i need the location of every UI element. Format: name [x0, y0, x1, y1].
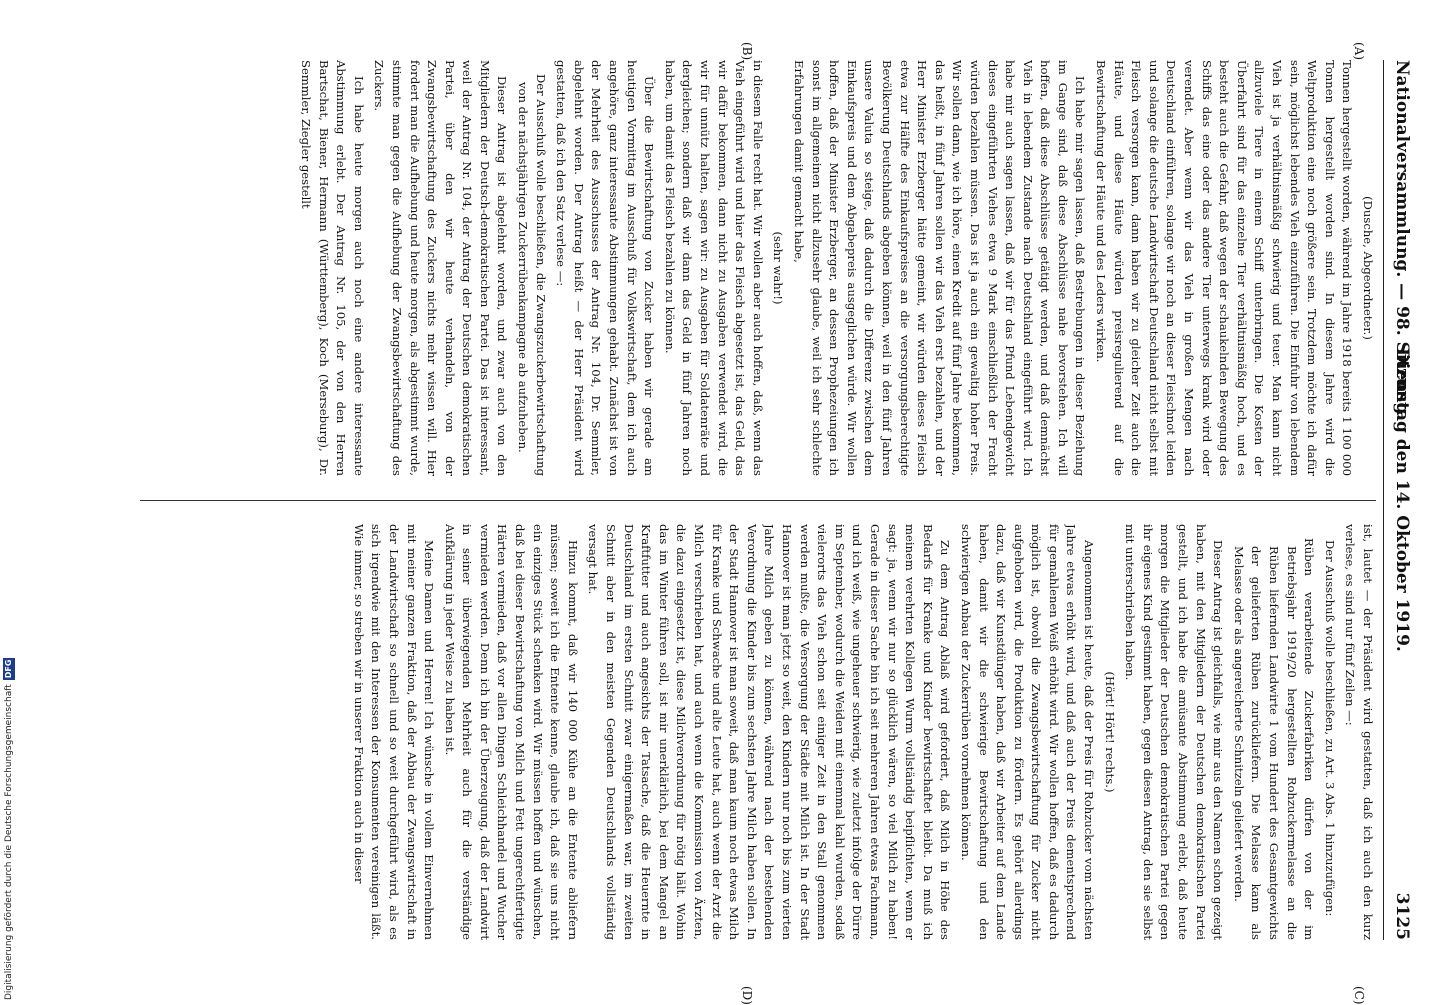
dfg-logo: DFG	[4, 659, 13, 679]
page-header	[1386, 60, 1412, 940]
quoted-motion: Der Ausschuß wolle beschließen, die Zwangszuckerbewirtschaftung von der nächstjährigen Zuckerrübenkampagne ab aufzuheben.	[516, 74, 548, 476]
paragraph: Ich habe heute morgen auch noch eine andere interessante Abstimmung erlebt. Der Antrag Nr. 105, der von den Herren Bartschat, Biener, Hermann (Württemberg), Koch (Merseburg), Dr. Semmler, Ziegler gestellt	[298, 60, 366, 476]
header-left: Nationalversammlung. — 98. Sitzung.	[1392, 60, 1412, 421]
speaker-line: (Dusche, Abgeordneter.)	[1361, 196, 1375, 340]
margin-mark-d: (D)	[740, 986, 754, 1005]
left-column	[140, 60, 1376, 476]
paragraph: ist, lautet — der Präsident wird gestatten, daß ich auch den kurz verlese, es sind nur fünf Zeilen —:	[1343, 524, 1375, 940]
header-rule	[1383, 60, 1384, 940]
digitization-credit	[3, 0, 15, 1000]
paragraph: Angenommen ist heute, daß der Preis für Rohzucker vom nächsten Jahre etwas erhöht wird, und daß auch der Preis dementsprechend für gemahlenen Weiß erhöht wird. Wir wollen hoffen, daß es dadurch möglich ist, obwohl die Zwangsbewirtschaftung für Zucker nicht aufgehoben wird, die Produktion zu fördern. Es gehört allerdings dazu, daß wir Kunstdünger haben, daß wir Arbeiter auf dem Lande haben, damit wir die schwierige Bewirtschaftung und den schwierigen Anbau der Zuckerrüben vornehmen können.	[958, 524, 1097, 940]
column-divider	[140, 500, 1376, 501]
paragraph: Der Ausschuß wolle beschließen, zu Art. 3 Abs. 1 hinzuzufügen:	[1322, 540, 1337, 917]
paragraph: Dieser Antrag ist gleichfalls, wie mir aus den Namen schon gezeigt haben, mit den Mitgliedern der Deutschen demokratischen Partei gestellt, und ich habe die amüsante Abstimmung erlebt, daß heute morgen die Mitglieder der Deutschen demokratischen Partei gegen ihr eigenes Kind gestimmt haben, gegen diesen Antrag, den sie selbst mit unterschrieben haben.	[1123, 524, 1226, 940]
paragraph: in diesem Falle recht hat. Wir wollen aber auch hoffen, daß, wenn das Vieh eingeführt wird und hier das Fleisch abgesetzt ist, das Geld, das wir dafür bekommen, dann nicht zu Ausgaben verwendet wird, die wir für unnütz halten, sagen wir: zu Ausgaben für Soldatenräte und dergleichen; sondern daß wir dann das Geld in fünf Jahren noch haben, um damit das Fleisch bezahlen zu können.	[662, 60, 765, 476]
paragraph: Tonnen hergestellt worden, während im Jahre 1918 bereits 1 100 000 Tonnen hergestellt worden sind. In diesem Jahre wird die Weltproduktion eine noch größere sein. Trotzdem möchte ich dafür sein, möglichst lebendes Vieh einzuführen. Die Einfuhr von lebendem Vieh ist ja verhältnismäßig schwierig und teuer. Man kann nicht allzuviele Tiere in einem Schiff unterbringen. Die Kosten der Überfahrt sind für das einzelne Tier verhältnismäßig hoch, und es besteht auch die Gefahr, daß wegen der schaukelnden Bewegung des Schiffs das eine oder das andere Tier unterwegs krank wird oder verendet. Aber wenn wir das Vieh in großen Mengen nach Deutschland einführen, solange wir noch an dieser Fleischnot leiden und solange die deutsche Landwirtschaft Deutschland nicht selbst mit Fleisch versorgen kann, dann haben wir zu gleicher Zeit auch die Häute, und diese Häute würden preisregulierend auf die Bewirtschaftung der Häute und des Leders wirken.	[1094, 60, 1355, 476]
page-number: 3125	[1392, 892, 1412, 940]
margin-mark-c: (C)	[1352, 986, 1366, 1005]
header-date: Dienstag den 14. Oktober 1919.	[1392, 348, 1412, 652]
interjection: (Hört! Hört! rechts.)	[1102, 671, 1117, 793]
margin-mark-a: (A)	[1352, 42, 1366, 61]
paragraph: Meine Damen und Herren! Ich wünsche in vollem Einvernehmen mit meiner ganzen Fraktion, daß der Abbau der Zwangswirtschaft in der Landwirtschaft so schnell und so weit durchgeführt wird, als es sich irgendwie mit den Interessen der Konsumenten vereinigen läßt. Wie immer, so streben wir in unserer Fraktion auch in dieser	[351, 524, 437, 940]
paragraph: Über die Bewirtschaftung von Zucker haben wir gerade am heutigen Vormittag im Ausschuß für Volkswirtschaft, dem ich auch angehöre, ganz interessante Abstimmungen gehabt. Zunächst ist von der Mehrheit des Ausschusses der Antrag Nr. 104, Dr. Semmler, abgelehnt worden. Der Antrag heißt — der Herr Präsident wird gestatten, daß ich den Satz verlese —:	[554, 60, 657, 476]
right-column	[140, 524, 1376, 940]
paragraph: Ich habe mir sagen lassen, daß Bestrebungen in dieser Beziehung im Gange sind, daß diese Abschlüsse nahe bevorstehen. Ich will hoffen, daß diese Abschlüsse getätigt werden, und daß demnächst Vieh in lebendem Zustande nach Deutschland eingeführt wird. Ich habe mir auch sagen lassen, daß wir für das Pfund Lebendgewicht dieses eingeführten Viehes etwa 9 Mark einschließlich der Fracht würden bezahlen müssen. Das ist ja auch ein gewaltig hoher Preis. Wir sollen dann, wie ich höre, einen Kredit auf fünf Jahre bekommen, das heißt, in fünf Jahren sollen wir das Vieh erst bezahlen, und der Herr Minister Erzberger hätte gemeint, wir würden dieses Fleisch etwa zur Hälfte des Einkaufspreises an die versorgungsberechtigte Bevölkerung Deutschlands abgeben können, weil in den fünf Jahren unsere Valuta so steige, daß dadurch die Differenz zwischen dem Einkaufspreis und dem Abgabepreis ausgeglichen würde. Wir wollen hoffen, daß der Minister Erzberger, an dessen Prophezeiungen ich sonst im allgemeinen nicht allzusehr glaube, weil ich sehr schlechte Erfahrungen damit gemacht habe,	[792, 60, 1088, 476]
paragraph: Hinzu kommt, daß wir 140 000 Kühe an die Entente abliefern müssen; soweit ich die Entente kenne, glaube ich, daß sie uns nicht ein einziges Stück schenken wird. Wir müssen hoffen und wünschen, daß bei dieser Bewirtschaftung von Milch und Fett ungerechtfertigte Härten vermieden, daß vor allen Dingen Schleichhandel und Wucher vermieden werden. Denn ich bin der Überzeugung, daß der Landwirt in seiner überwiegenden Mehrheit auch für die verständige Aufklärung in jeder Weise zu haben ist.	[442, 524, 580, 940]
credit-text: Digitalisierung gefördert durch die Deutsche Forschungsgemeinschaft	[4, 684, 14, 1000]
quoted-motion: Rüben verarbeitende Zuckerfabriken dürfen von der im Betriebsjahr 1919/20 hergestellten Rohzuckermelasse an die Rüben liefernden Landwirte 1 vom Hundert des Gesamtgewichts der gelieferten Rüben zurückliefern. Die Melasse kann als Melasse oder als angereicherte Schnitzeln geliefert werden.	[1231, 538, 1317, 940]
paragraph: Dieser Antrag ist abgelehnt worden, und zwar auch von den Mitgliedern der Deutsch-demokratischen Partei. Das ist interessant, weil der Antrag Nr. 104, der Antrag der Deutschen demokratischen Partei, über den wir heute verhandeln, von der Zwangsbewirtschaftung des Zuckers nichts mehr wissen will. Hier fordert man die Aufhebung und heute morgen, als abgestimmt wurde, stimmte man gegen die Aufhebung der Zwangsbewirtschaftung des Zuckers.	[372, 60, 510, 476]
interjection: (sehr wahr!)	[771, 231, 786, 305]
margin-mark-b: (B)	[740, 42, 754, 61]
paragraph: Zu dem Antrag Ablaß wird gefordert, daß Milch in Höhe des Bedarfs für Kranke und Kinder bewirtschaftet bleibt. Da muß ich meinem verehrten Kollegen Wurm vollständig beipflichten, wenn er sagt: ja, wenn wir nur so glücklich wären, so viel Milch zu haben! Gerade in dieser Sache bin ich seit mehreren Jahren etwas Fachmann, und ich weiß, wie ungeheuer schwierig, wie zuletzt infolge der Dürre im September, wodurch die Weiden mit einemmal kahl wurden, sodaß vielerorts das Vieh schon seit einiger Zeit in den Stall genommen werden mußte, die Versorgung der Städte mit Milch ist. In der Stadt Hannover ist man jetzt so weit, den Kindern nur noch bis zum vierten Jahre Milch geben zu können, während nach der bestehenden Verordnung die Kinder bis zum sechsten Jahre Milch haben sollen. In der Stadt Hannover ist man soweit, daß man kaum noch etwas Milch für Kranke und Schwache und alte Leute hat, auch wenn der Arzt die Milch verschrieben hat, und auch wenn die Kommission von Ärzten, die dazu eingesetzt ist, diese Milchverordnung für nötig hält. Wohin das im Winter führen soll, ist mir unerklärlich, bei dem Mangel an Kraftfutter und auch angesichts der Tatsache, daß die Heuernte in Deutschland im ersten Schnitt zwar einigermaßen war, im zweiten Schnitt aber in den meisten Gegenden Deutschlands vollständig versagt hat.	[586, 524, 953, 940]
footer-text-rotated	[3, 0, 15, 1000]
